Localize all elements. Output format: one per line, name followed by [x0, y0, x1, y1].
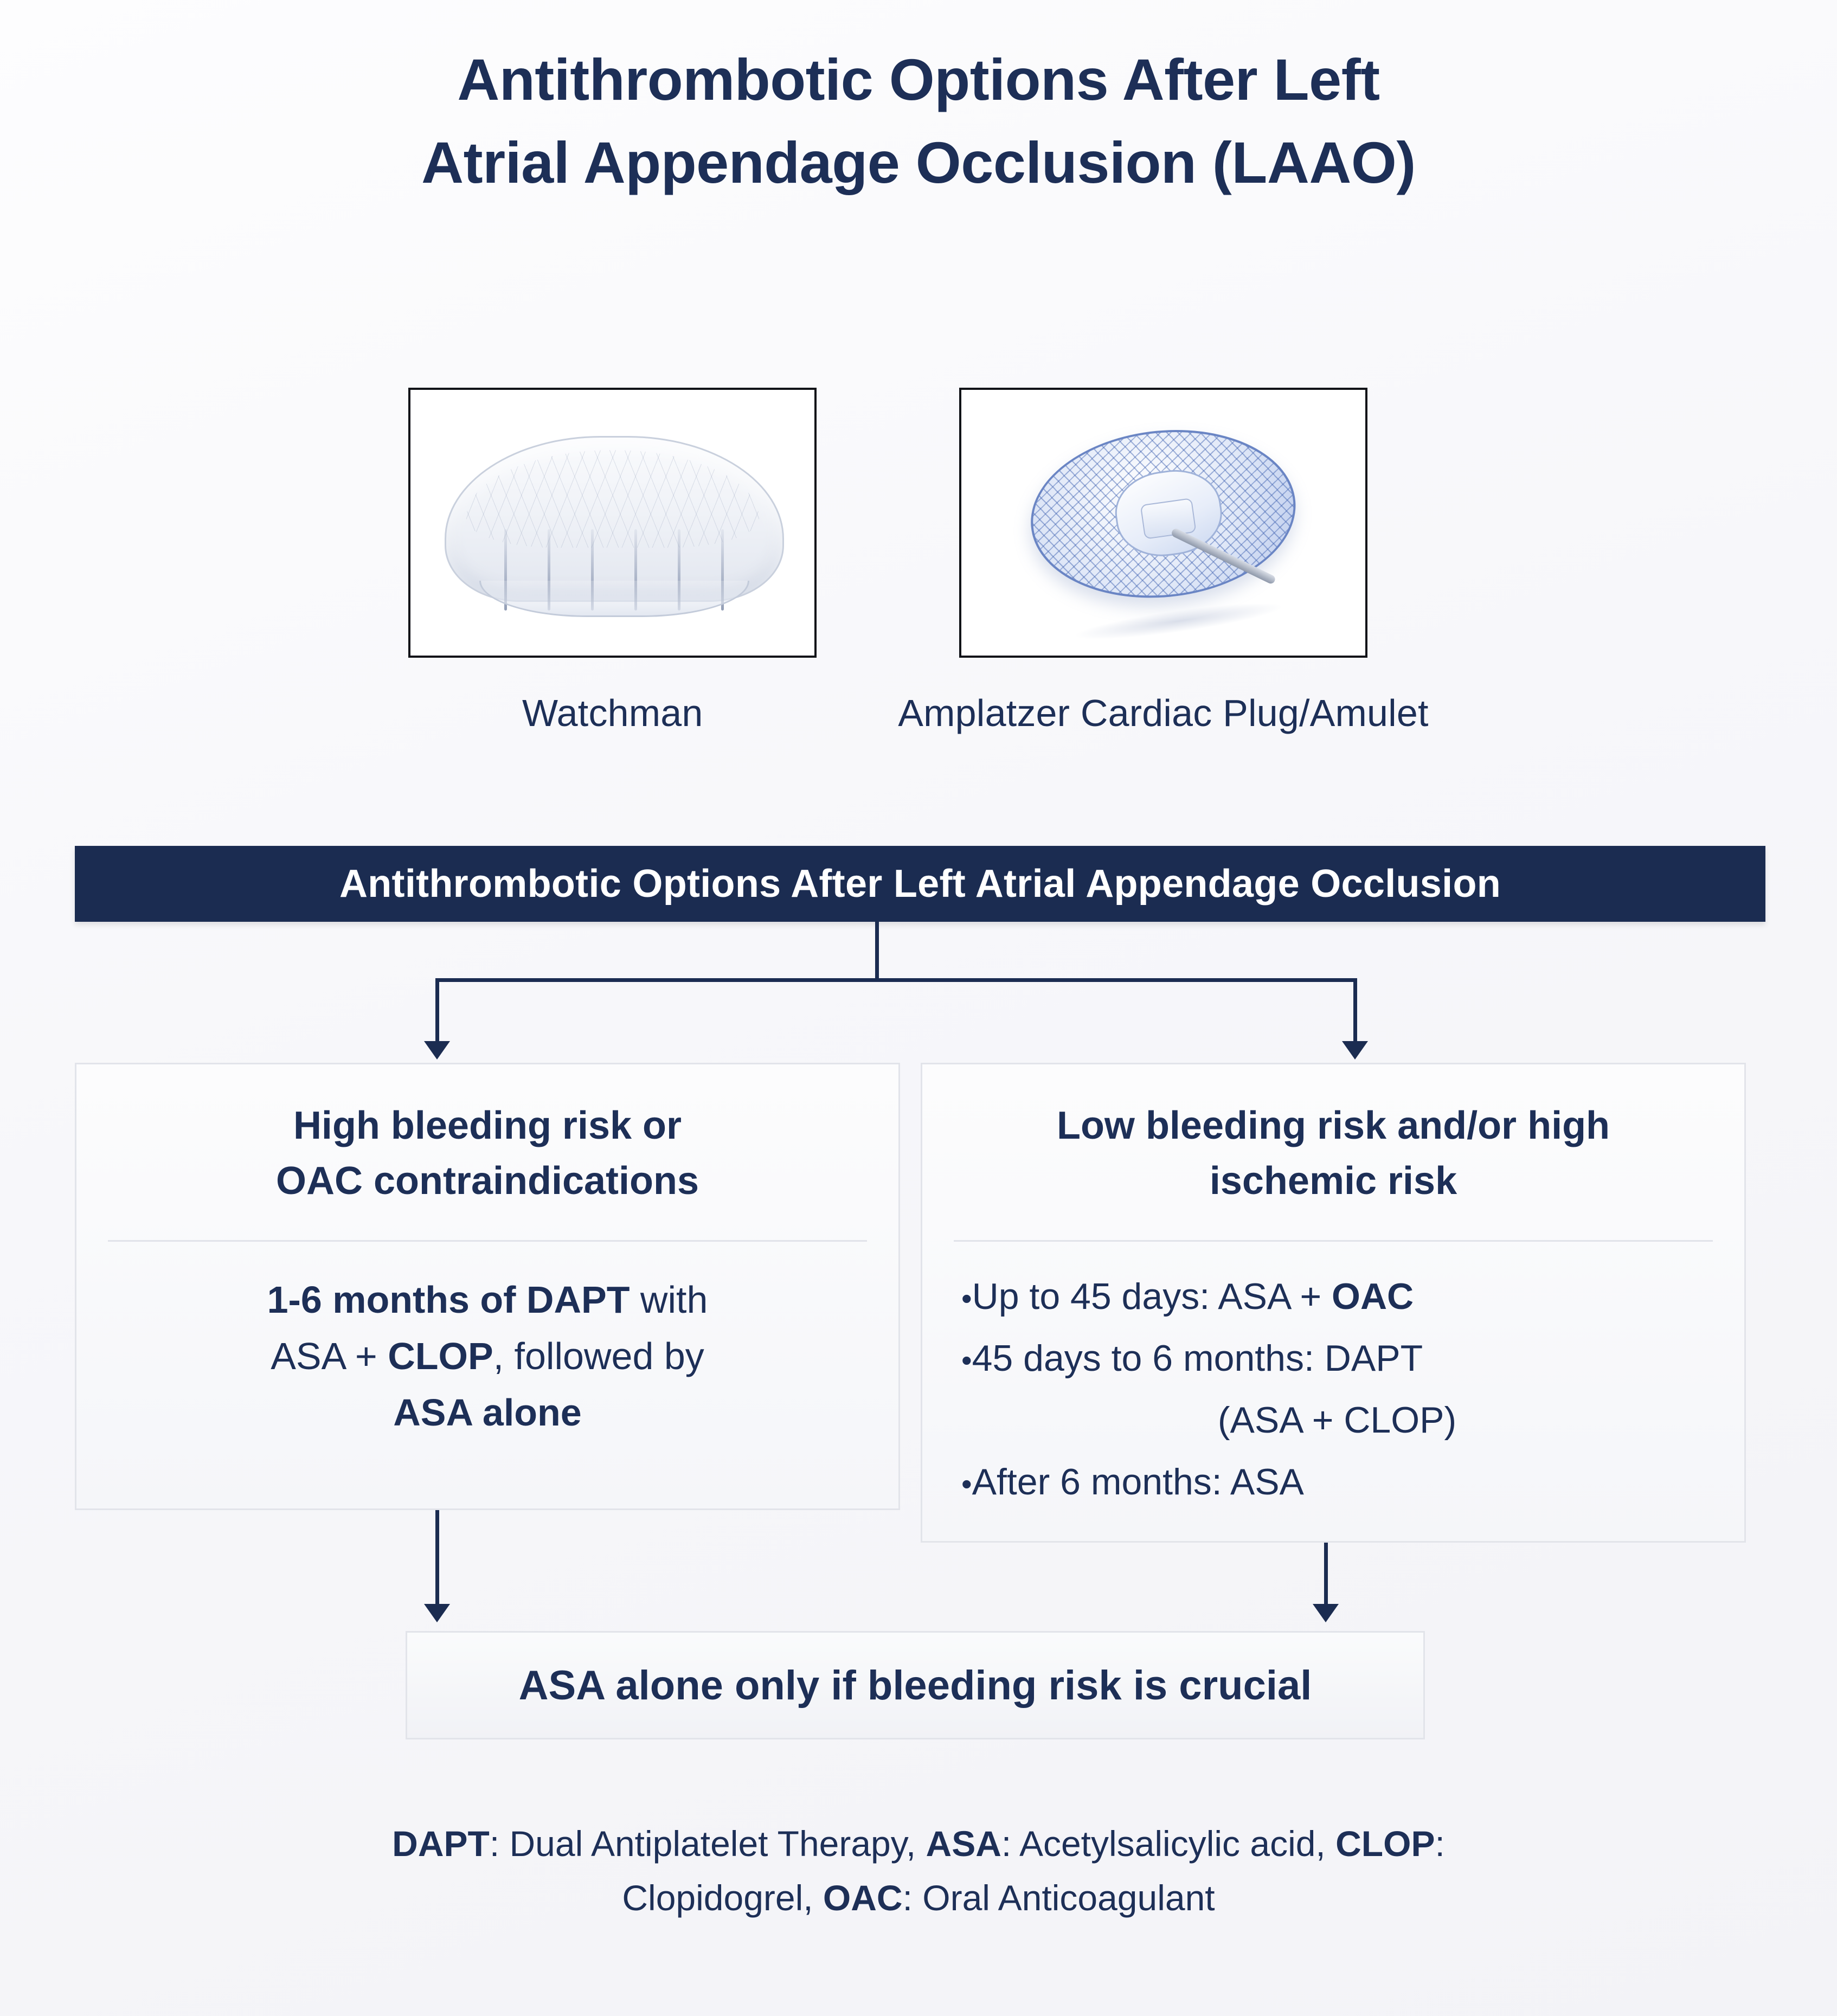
- footnote-val-clopidogrel: Clopidogrel,: [622, 1878, 823, 1918]
- connector-left-drop: [435, 978, 439, 1043]
- device-gallery: [0, 388, 1837, 735]
- footnote-val-oac: : Oral Anticoagulant: [902, 1878, 1215, 1918]
- list-item-text: 45 days to 6 months: DAPT: [972, 1338, 1423, 1379]
- abbreviation-footnote: [0, 1816, 1837, 1925]
- device-caption: Amplatzer Cardiac Plug/Amulet: [898, 692, 1429, 734]
- watchman-illustration: [445, 436, 781, 620]
- connector-left-to-final: [435, 1510, 439, 1605]
- list-item: [961, 1269, 1713, 1324]
- watchman-device-image: [408, 388, 817, 658]
- list-item-text: After 6 months: ASA: [972, 1461, 1304, 1503]
- branch-left-body-bold-1: 1-6 months of DAPT: [267, 1279, 630, 1321]
- watchman-base: [479, 581, 749, 617]
- footnote-val-dapt: : Dual Antiplatelet Therapy,: [489, 1824, 926, 1864]
- branch-left-body-text-1: with: [630, 1279, 708, 1321]
- branch-low-bleeding-risk: [921, 1063, 1746, 1543]
- footnote-key-oac: OAC: [823, 1878, 903, 1918]
- branch-right-bullet-list: [922, 1242, 1744, 1510]
- branch-left-body-text-2: ASA +: [271, 1335, 388, 1378]
- flowchart: [0, 846, 1837, 1768]
- bullet-dot-icon: •: [961, 1281, 972, 1316]
- connector-stem: [875, 922, 879, 981]
- flowchart-header: Antithrombotic Options After Left Atrial Appendage Occlusion: [75, 846, 1765, 922]
- device-caption: Watchman: [522, 692, 703, 734]
- branch-right-title-line-2: ischemic risk: [1209, 1159, 1457, 1203]
- amulet-illustration: [998, 400, 1328, 657]
- arrow-head-right-icon: [1342, 1041, 1368, 1060]
- footnote-key-clop: CLOP: [1335, 1824, 1435, 1864]
- amulet-device-image: [959, 388, 1367, 658]
- branch-left-body-bold-2: CLOP: [388, 1335, 493, 1378]
- branch-right-title: [922, 1064, 1744, 1209]
- page-title: [0, 38, 1837, 204]
- branch-left-title: [76, 1064, 898, 1209]
- list-item-text: Up to 45 days: ASA +: [972, 1276, 1332, 1318]
- footnote-val-clop: :: [1435, 1824, 1445, 1864]
- branch-left-body-bold-3: ASA alone: [393, 1391, 582, 1434]
- footnote-key-dapt: DAPT: [392, 1824, 490, 1864]
- page-title-line-1: Antithrombotic Options After Left: [457, 47, 1380, 112]
- branch-left-title-line-2: OAC contraindications: [275, 1159, 699, 1203]
- list-item: [961, 1454, 1713, 1510]
- connector-horizontal: [435, 978, 1357, 982]
- bullet-dot-icon: •: [961, 1343, 972, 1378]
- list-item-text: (ASA + CLOP): [1217, 1399, 1457, 1441]
- arrow-head-left-icon: [424, 1041, 450, 1060]
- branch-high-bleeding-risk: [75, 1063, 900, 1510]
- list-item: [961, 1392, 1713, 1448]
- device-amulet: [898, 388, 1428, 735]
- connector-right-to-final: [1324, 1543, 1328, 1605]
- branch-left-body-text-3: , followed by: [493, 1335, 704, 1378]
- bullet-dot-icon: •: [961, 1467, 972, 1501]
- connector-right-drop: [1353, 978, 1357, 1043]
- final-recommendation-box: ASA alone only if bleeding risk is crucial: [406, 1631, 1425, 1739]
- list-item-bold: OAC: [1332, 1276, 1414, 1318]
- arrow-head-final-left-icon: [424, 1604, 450, 1622]
- list-item: [961, 1331, 1713, 1386]
- branch-left-body: [76, 1242, 898, 1441]
- amulet-shadow: [1073, 595, 1286, 646]
- branch-right-title-line-1: Low bleeding risk and/or high: [1056, 1104, 1610, 1147]
- page-title-line-2: Atrial Appendage Occlusion (LAAO): [421, 130, 1416, 196]
- amulet-waist: [1140, 498, 1197, 540]
- arrow-head-final-right-icon: [1313, 1604, 1339, 1622]
- device-watchman: [408, 388, 817, 735]
- footnote-key-asa: ASA: [926, 1824, 1001, 1864]
- branch-left-title-line-1: High bleeding risk or: [293, 1104, 682, 1147]
- footnote-val-asa: : Acetylsalicylic acid,: [1001, 1824, 1336, 1864]
